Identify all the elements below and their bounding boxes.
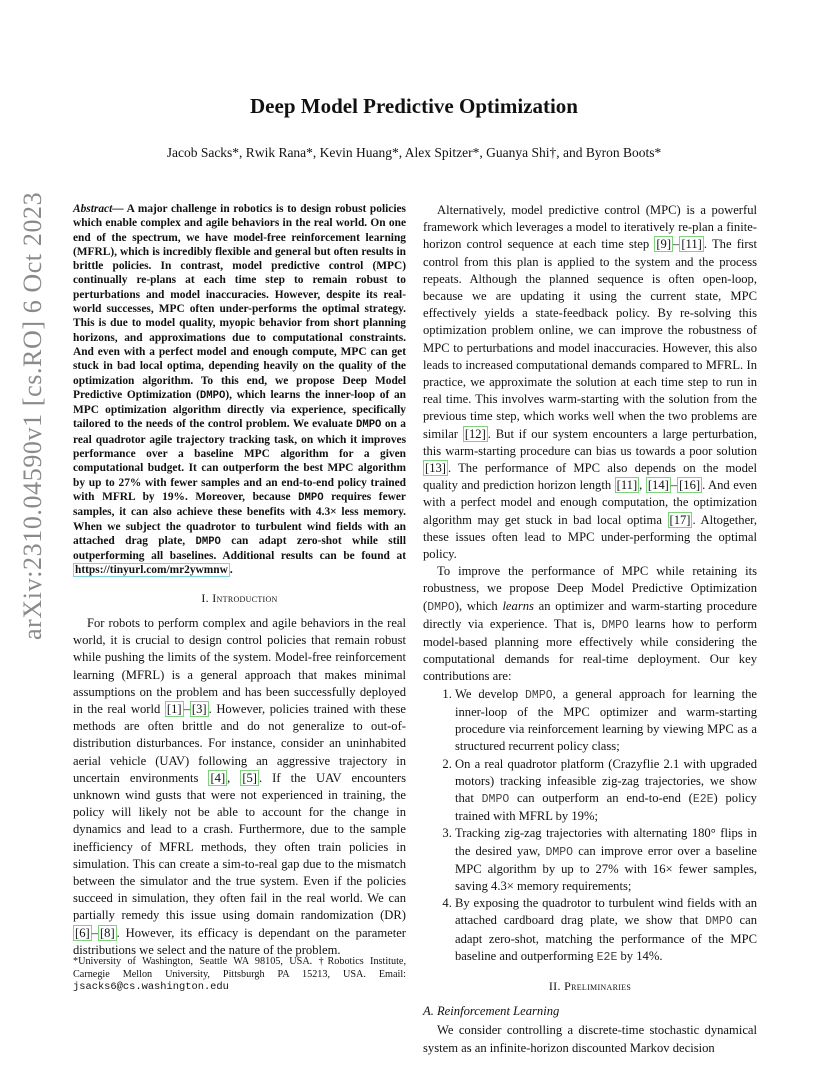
contribution-item: 2. On a real quadrotor platform (Crazyflie 2.1 with upgraded motors) tracking infeasible zig-zag trajectories, we show that DMPO can outperform an end-to-end (E2E) policy trained with MFRL by 19%; — [455, 756, 757, 826]
citation-link[interactable]: [13] — [425, 461, 446, 476]
footnote-text: *University of Washington, Seattle WA 98105, USA. †Robotics Institute, Carnegie Mellon University, Pittsburgh PA 15213, USA. Email: — [73, 956, 406, 980]
proposal-paragraph: To improve the performance of MPC while retaining its robustness, we propose Deep Model Predictive Optimization (DMPO), which learns an optimizer and warm-starting procedure directly via experience. That is, DMPO learns how to perform model-based planning more effectively while considering the computational demands for real-time deployment. Our key contributions are: — [423, 564, 757, 684]
section-title: Introduction — [212, 590, 278, 605]
mpc-paragraph: Alternatively, model predictive control (MPC) is a powerful framework which leverages a model to iteratively re-plan a finite-horizon control sequence at each time step [9] – [11] . The first control from this plan is applied to the system and the process repeats. Although the planned sequence is often open-loop, because we are updating it using the current state, MPC effectively yields a state-feedback policy. By re-solving this optimization problem online, we can improve the robustness of MPC to perturbations and model inaccuracies. However, this also leads to increased computational demands compared to MFRL. In practice, we approximate the solution at each time step to run in real time. This involves warm-starting with the solution from the previous time step, which works well when the two problems are similar [12] . But if our system encounters a large perturbation, this warm-starting procedure can bias us towards a poor solution [13] . The performance of MPC also depends on the model quality and prediction horizon length [11] , [14] – [16] . And even with a perfect model and enough computation, the optimization algorithm may get stuck in bad local optima [17] . Altogether, these issues often lead to MPC under-performing the optimal policy. — [423, 203, 758, 562]
abstract-text: on a real quadrotor agile trajectory tracking task, on which it improves performance over a baseline MPC algorithm for a given computational budget. It can outperform the best MPC algorithm by up to 27% with fewer samples and an end-to-end policy trained with MFRL by 19%. Moreover, because — [73, 418, 406, 503]
citation-link[interactable]: [11] — [681, 237, 702, 252]
affiliation-footnote — [73, 956, 406, 994]
contribution-item: 3. Tracking zig-zag trajectories with alternating 180° flips in the desired yaw, DMPO can improve error over a baseline MPC algorithm by up to 27% with 16× fewer samples, saving 4.3× memory requirements; — [455, 825, 757, 895]
left-column — [73, 202, 406, 959]
abstract-text: A major challenge in robotics is to design robust policies which enable complex and agile behaviors in the real world. On one end of the spectrum, we have model-free reinforcement learning (MFRL), which is incredibly flexible and general but often results in brittle policies. In contrast, model predictive control (MPC) continually re-plans at each time step to remain robust to perturbations and model inaccuracies. However, despite its real-world successes, MPC often under-performs the optimal strategy. This is due to model quality, myopic behavior from short planning horizons, and approximations due to computational constraints. And even with a perfect model and enough compute, MPC can get stuck in bad local optima, depending heavily on the quality of the optimization algorithm. To this end, we propose Deep Model Predictive Optimization ( — [73, 203, 406, 401]
emphasis-text: learns — [502, 598, 534, 613]
method-name: DMPO — [481, 792, 510, 806]
section-title: Preliminaries — [564, 978, 632, 993]
citation-link[interactable]: [4] — [210, 770, 226, 785]
prelim-paragraph: We consider controlling a discrete-time stochastic dynamical system as an infinite-horizon discounted Markov decision — [423, 1023, 757, 1055]
abstract — [73, 202, 406, 578]
citation-link[interactable]: [6] — [75, 925, 90, 940]
citation-link[interactable]: [8] — [99, 925, 115, 940]
method-name: DMPO — [298, 491, 324, 504]
citation-link[interactable]: [16] — [679, 478, 701, 493]
method-name: DMPO — [601, 618, 629, 632]
citation-link[interactable]: [12] — [464, 426, 486, 441]
section-number: II. — [548, 978, 565, 993]
method-name: DMPO — [427, 600, 455, 614]
section-number: I. — [201, 590, 213, 605]
abstract-text: ), which learns the inner-loop of an MPC optimization algorithm directly via experience, specifically tailored to the needs of the control problem. We evaluate — [73, 388, 406, 431]
method-name: DMPO — [545, 845, 574, 859]
citation-link[interactable]: [3] — [191, 701, 207, 716]
method-name: DMPO — [705, 915, 733, 929]
results-link[interactable]: https://tinyurl.com/mr2ywmnw — [75, 564, 228, 577]
citation-link[interactable]: [9] — [656, 237, 672, 252]
baseline-name: E2E — [596, 950, 618, 964]
section-heading-preliminaries — [423, 978, 757, 995]
contribution-item: 4. By exposing the quadrotor to turbulent wind fields with an attached cardboard drag plate, we show that DMPO can adapt zero-shot, matching the performance of the MPC baseline and outperforming E2E by 14%. — [455, 895, 757, 966]
contribution-item: 1. We develop DMPO, a general approach for learning the inner-loop of the MPC optimizer and warm-starting procedure via reinforcement learning by viewing MPC as a structured recurrent policy class; — [455, 686, 757, 756]
right-column — [423, 202, 757, 1057]
citation-link[interactable]: [1] — [166, 701, 182, 716]
abstract-label: Abstract— — [73, 203, 124, 215]
method-name: DMPO — [355, 419, 382, 432]
abstract-text: requires fewer samples, it can also achieve these benefits with 4.3× less memory. When we subject the quadrotor to turbulent wind fields with an attached drag plate, — [73, 490, 406, 547]
paper-title: Deep Model Predictive Optimization — [250, 94, 578, 118]
arxiv-stamp: arXiv:2310.04590v1 [cs.RO] 6 Oct 2023 — [18, 191, 47, 640]
method-name: DMPO — [199, 389, 226, 402]
email-address[interactable]: jsacks6@cs.washington.edu — [73, 981, 229, 994]
abstract-text: can adapt zero-shot while still outperforming all baselines. Additional results can be found at — [73, 534, 406, 563]
contribution-list — [423, 686, 757, 966]
citation-link[interactable]: [14] — [647, 478, 669, 493]
citation-link[interactable]: [17] — [669, 512, 691, 527]
subsection-heading: A. Reinforcement Learning — [423, 1004, 560, 1019]
abstract-text: . — [229, 564, 233, 577]
method-name: DMPO — [195, 535, 221, 548]
method-name: DMPO — [525, 688, 553, 702]
section-heading-introduction — [73, 590, 406, 607]
citation-link[interactable]: [11] — [616, 478, 638, 493]
author-list: Jacob Sacks*, Rwik Rana*, Kevin Huang*, Alex Spitzer*, Guanya Shi†, and Byron Boots* — [166, 145, 662, 160]
intro-paragraph: For robots to perform complex and agile behaviors in the real world, it is crucial to design control policies that remain robust while pushing the limits of the system. Model-free reinforcement learning (MFRL) is a general approach that makes minimal assumptions on the problem and has been successfully deployed in the real world [1] – [3] . However, policies trained with these methods are often brittle and do not generalize to out-of-distribution disturbances. For instance, consider an uninhabited aerial vehicle (UAV) following an aggressive trajectory in uncertain environments [4] , [5] . If the UAV encounters unknown wind gusts that were not experienced in training, the policy will likely not be able to account for the change in dynamics and lead to a crash. Furthermore, due to the sample inefficiency of MFRL methods, they often train policies in simulation. This can create a sim-to-real gap due to the mismatch between the simulator and the true system. Even if the policies succeed in simulation, they often fail in the real world. We can partially remedy this issue using domain randomization (DR) [6] – [8] . However, its efficacy is dependant on the parameter distributions we select and the nature of the problem. — [73, 615, 407, 957]
baseline-name: E2E — [692, 792, 714, 806]
citation-link[interactable]: [5] — [242, 770, 257, 785]
